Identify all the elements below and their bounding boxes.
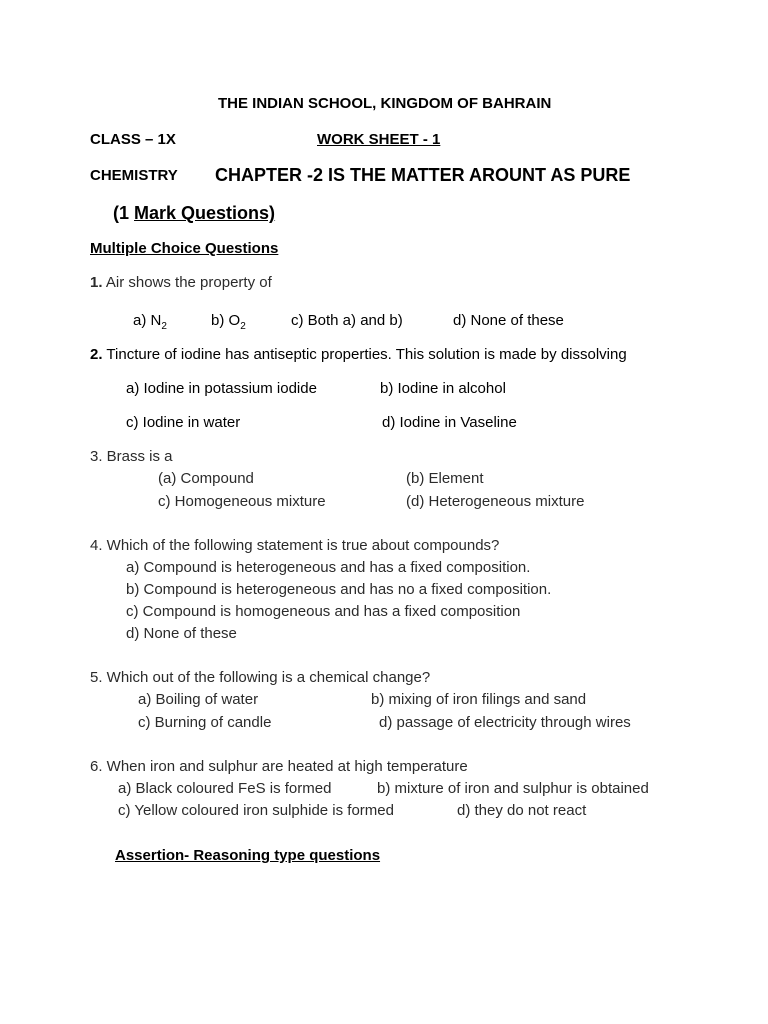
q1-option-b: b) $O_2$	[211, 312, 246, 332]
q1-option-a: a) $N_2$	[133, 312, 167, 332]
marks-heading	[113, 202, 275, 224]
q6-option-d: d) they do not react	[457, 802, 587, 819]
worksheet-label: WORK SHEET - 1	[317, 131, 441, 148]
q3-option-d: (d) Heterogeneous mixture	[406, 493, 585, 510]
q2-option-b: b) Iodine in alcohol	[380, 380, 506, 397]
q6-option-a: a) Black coloured FeS is formed	[118, 780, 332, 797]
question-4: 4. Which of the following statement is true about compounds?	[90, 537, 500, 554]
q4-option-a: a) Compound is heterogeneous and has a fixed composition.	[126, 559, 531, 576]
q1-option-c: c) Both a) and b)	[291, 312, 403, 329]
q4-option-b: b) Compound is heterogeneous and has no a fixed composition.	[126, 581, 552, 598]
q2-option-c: c) Iodine in water	[126, 414, 241, 431]
q3-option-c: c) Homogeneous mixture	[158, 493, 326, 510]
q1-option-d: d) None of these	[453, 312, 564, 329]
question-2-text: Tincture of iodine has antiseptic properties. This solution is made by dissolving	[102, 346, 627, 363]
q5-option-a: a) Boiling of water	[138, 691, 259, 708]
q6-option-b: b) mixture of iron and sulphur is obtained	[377, 780, 649, 797]
school-title: THE INDIAN SCHOOL, KINGDOM OF BAHRAIN	[218, 95, 552, 112]
q2-option-d: d) Iodine in Vaseline	[382, 414, 517, 431]
q4-option-c: c) Compound is homogeneous and has a fixed composition	[126, 603, 521, 620]
marks-label: Mark Questions)	[134, 203, 276, 223]
question-1-number: 1.	[90, 274, 103, 291]
assertion-section-heading: Assertion- Reasoning type questions	[115, 847, 381, 864]
chapter-title: CHAPTER -2 IS THE MATTER AROUNT AS PURE	[215, 165, 631, 185]
question-3: 3. Brass is a	[90, 448, 173, 465]
question-1	[90, 274, 272, 292]
q4-option-d: d) None of these	[126, 625, 237, 642]
question-2	[90, 346, 627, 364]
question-1-text: Air shows the property of	[102, 274, 272, 291]
q2-option-a: a) Iodine in potassium iodide	[126, 380, 317, 397]
question-2-number: 2.	[90, 346, 103, 363]
q5-option-c: c) Burning of candle	[138, 714, 272, 731]
marks-prefix: (1	[113, 203, 135, 223]
question-6: 6. When iron and sulphur are heated at high temperature	[90, 758, 468, 775]
q5-option-d: d) passage of electricity through wires	[379, 714, 631, 731]
q3-option-b: (b) Element	[406, 470, 484, 487]
q5-option-b: b) mixing of iron filings and sand	[371, 691, 587, 708]
question-5: 5. Which out of the following is a chemical change?	[90, 669, 431, 686]
mcq-section-heading: Multiple Choice Questions	[90, 240, 279, 257]
class-label: CLASS – 1X	[90, 131, 176, 148]
subject-label: CHEMISTRY	[90, 167, 178, 184]
q3-option-a: (a) Compound	[158, 470, 254, 487]
q6-option-c: c) Yellow coloured iron sulphide is formed	[118, 802, 394, 819]
